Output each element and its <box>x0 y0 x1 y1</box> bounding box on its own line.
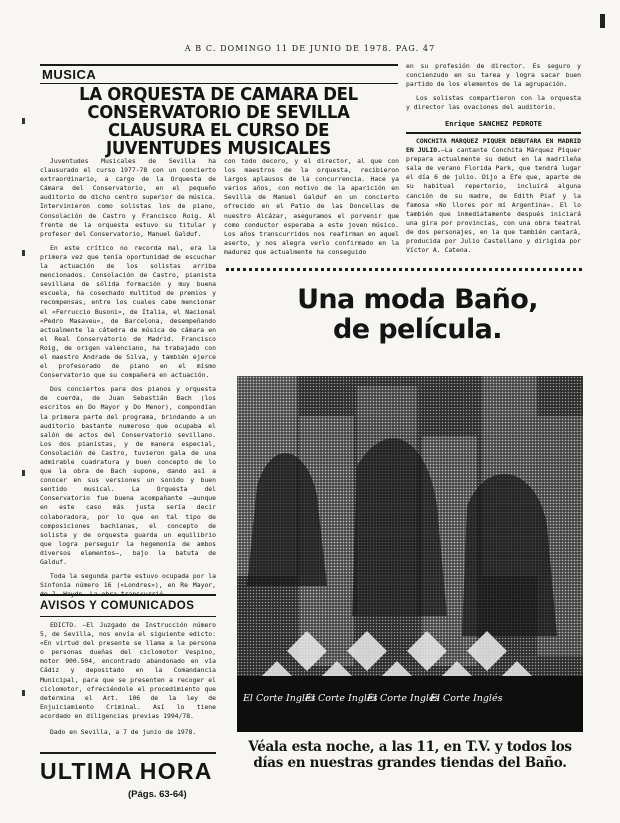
ad-top-divider <box>226 268 582 271</box>
note-body: —La cantante Conchita Márquez Piquer prepara actualmente su debut en la madrileña sala de verano Florida Park, que tendrá lugar el día 6 de julio. Dijo a Efe que, aparte de su habitual repertorio, incluirá alguna canción de su madre, de Edith Piaf y la famosa «No llores por mí Argentina». El lo también que inmediatamente después iniciará una gira por provincias, con una obra teatral de dos personajes, en la que también cantará, producida por Julio Castellano y dirigida por Víctor A. Catena. <box>406 146 581 255</box>
paragraph: en su profesión de director. Es seguro y concienzudo en su tarea y logra sacar buen partido de los elementos de la agrupación. <box>406 62 581 89</box>
margin-mark <box>22 118 25 124</box>
avisos-body <box>40 621 216 721</box>
ad-photo-svg <box>237 376 583 732</box>
paragraph: con todo decoro, y el director, al que con los maestros de la orquesta, recibieron largos aplausos de la concurrencia. Hace ya varios años, con motivo de la aparición en Sevilla de Manuel Galduf en un concierto ofrecido en el Patio de las Doncellas de nuestro Alcázar, aseguramos el porvenir que como conductor esperaba a este joven músico. Los años transcurridos nos reafirman en aquel aserto, y nos alegra verlo confirmado en la madurez que actualmente ha conseguido <box>224 157 399 256</box>
paragraph: Los solistas compartieron con la orquesta y director las ovaciones del auditorio. <box>406 94 581 112</box>
article-column-right <box>406 62 581 120</box>
paragraph: Toda la segunda parte estuvo ocupada por la Sinfonía número 16 («Londres»), en Re Mayor, <box>40 572 216 590</box>
ad-headline-line1: Una moda Baño, <box>297 284 538 315</box>
section-label: MUSICA <box>42 67 97 82</box>
avisos-title: AVISOS Y COMUNICADOS <box>40 600 195 612</box>
avisos-text: EDICTO. —El Juzgado de Instrucción número 5, de Sevilla, nos envía el siguiente edicto: «En virtud del presente se llama a la persona o personas dueñas del ciclomotor Vespino, motor 900.504, encontrado abandonado en vía Cádiz y depositado en la Comandancia Municipal, para que se presenten a recoger el ciclomotor, ofreciéndole el procedimiento que determina el Art. 106 de la ley de Enjuiciamiento Criminal. Así lo tiene acordado en diligencias previas 1994/78. <box>40 621 216 720</box>
article-signature: Enrique SANCHEZ PEDROTE <box>445 120 542 128</box>
ad-headline-line2: de película. <box>333 314 502 345</box>
margin-mark <box>22 470 25 476</box>
page-header: A B C. DOMINGO 11 DE JUNIO DE 1978. PAG. 47 <box>184 44 436 53</box>
avisos-top-rule <box>40 594 216 596</box>
margin-mark <box>22 690 25 696</box>
store-logo: El Corte Inglés <box>367 693 440 704</box>
article-column-left <box>40 157 216 590</box>
note-text <box>406 137 581 255</box>
store-logo: El Corte Inglés <box>305 693 378 704</box>
note-top-rule <box>406 132 581 134</box>
store-logo: El Corte Inglés <box>430 693 503 704</box>
margin-mark <box>600 14 605 28</box>
avisos-date: Dado en Sevilla, a 7 de junio de 1978. <box>50 728 197 736</box>
ultima-hora-pages: (Págs. 63-64) <box>128 789 187 800</box>
note-headline: CONCHITA MARQUEZ PIQUER DEBUTARA EN MADRID EN JULIO. <box>406 137 581 155</box>
article-title: LA ORQUESTA DE CAMARA DEL CONSERVATORIO DE SEVILLA CLAUSURA EL CURSO DE JUVENTUDES MUSICALES <box>79 85 358 159</box>
article-column-mid <box>224 157 399 260</box>
margin-mark <box>22 250 25 256</box>
ultima-top-rule <box>40 752 216 754</box>
paragraph: Juventudes Musicales de Sevilla ha clausurado el curso 1977-78 con un concierto extraordinario, a cargo de la Orquesta de Cámara del Conservatorio, en el pequeño auditorio de dicho centro superior de música. Intervinieron como solistas los de piano, Consolación de Castro y Francisco Roig. Al frente de la orquesta estuvo su titular y profesor del Conservatorio, Manuel Galduf. <box>40 157 216 238</box>
ad-photo-collage <box>237 376 583 732</box>
section-under-rule <box>40 83 398 84</box>
ad-headline <box>250 285 585 345</box>
paragraph: Dos conciertos para dos pianos y orquesta de cuerda, de Juan Sebastián Bach (los escritos en Do Mayor y Do Menor), compondían la primera parte del programa, brindando a un auditorio bastante numeroso que ocupaba el salón de actos del Conservatorio sevillano. Los dos pianistas, y de manera especial, Consolación de Castro, tuvieron gala de una admirable cuadratura y buen concepto de lo que la obra de Bach supone, dando así a conocer en sus versiones un sonido y buen sentido musical. La Orquesta del Conservatorio fue buena acompañante —aunque en este caso más justa sería decir colaboradora, por lo que en tal tipo de composiciones bachianas, el concepto de solista y de orquesta guarda un equilibrio que logra perseguir la hegemonía de ambos diversos elementos—, bajo la batuta de Galduf. <box>40 385 216 567</box>
section-top-rule <box>40 64 398 66</box>
avisos-under-rule <box>40 616 216 617</box>
store-logo: El Corte Inglés <box>243 693 316 704</box>
paragraph: En este crítico no recorda mal, era la primera vez que tenía oportunidad de escuchar la actuación de los solistas arriba mencionados. Consolación de Castro, pianista sevillana de sólida formación y muy buena escuela, ha cosechado multitud de premios y recompensas, entre los cuales cabe mencionar el «Ferruccio Busoni», de Italia, el Nacional «Pedro Masaveu», de Barcelona, desempeñando actualmente la cátedra de música de cámara en el Real Conservatorio de Madrid. Francisco Roig, de origen valenciano, ha trabajado con el maestro Andrade de Silva, y también ejerce el profesorado de piano en el mismo Conservatorio que su compañera en actuación. <box>40 243 216 380</box>
sidebar-note <box>406 137 581 260</box>
ultima-hora-title: ULTIMA HORA <box>40 758 213 784</box>
ad-caption: Véala esta noche, a las 11, en T.V. y todos los días en nuestras grandes tiendas del Baño. <box>248 739 572 771</box>
